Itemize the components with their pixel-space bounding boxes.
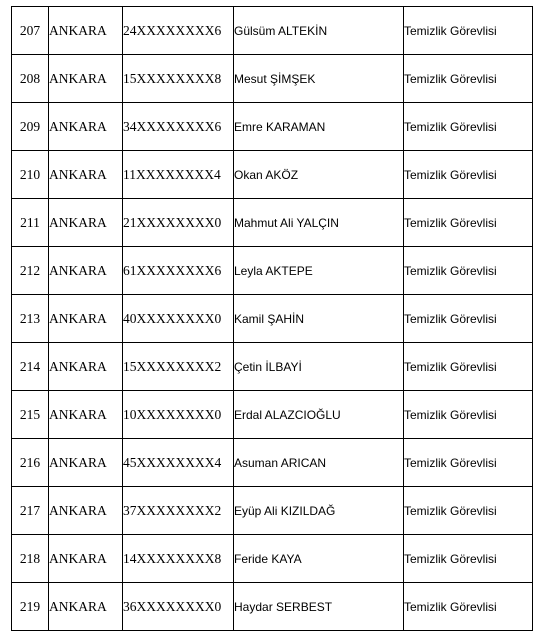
table-row xyxy=(12,7,533,55)
id-number-cell: 11XXXXXXXX4 xyxy=(123,151,234,199)
table-row xyxy=(12,391,533,439)
id-number-cell: 61XXXXXXXX6 xyxy=(123,247,234,295)
personnel-table-body xyxy=(12,7,533,631)
city-cell: ANKARA xyxy=(49,103,123,151)
table-row xyxy=(12,151,533,199)
id-number-cell: 40XXXXXXXX0 xyxy=(123,295,234,343)
row-number-cell: 207 xyxy=(12,7,49,55)
table-row xyxy=(12,535,533,583)
table-row xyxy=(12,583,533,631)
row-number-cell: 219 xyxy=(12,583,49,631)
table-row xyxy=(12,343,533,391)
id-number-cell: 15XXXXXXXX8 xyxy=(123,55,234,103)
city-cell: ANKARA xyxy=(49,7,123,55)
table-row xyxy=(12,55,533,103)
row-number-cell: 208 xyxy=(12,55,49,103)
personnel-table xyxy=(11,6,533,631)
city-cell: ANKARA xyxy=(49,151,123,199)
full-name-cell: Okan AKÖZ xyxy=(234,151,404,199)
full-name-cell: Erdal ALAZCIOĞLU xyxy=(234,391,404,439)
full-name-cell: Mahmut Ali YALÇIN xyxy=(234,199,404,247)
city-cell: ANKARA xyxy=(49,199,123,247)
row-number-cell: 217 xyxy=(12,487,49,535)
city-cell: ANKARA xyxy=(49,295,123,343)
full-name-cell: Haydar SERBEST xyxy=(234,583,404,631)
id-number-cell: 36XXXXXXXX0 xyxy=(123,583,234,631)
position-cell: Temizlik Görevlisi xyxy=(404,439,533,487)
row-number-cell: 215 xyxy=(12,391,49,439)
full-name-cell: Mesut ŞİMŞEK xyxy=(234,55,404,103)
id-number-cell: 45XXXXXXXX4 xyxy=(123,439,234,487)
full-name-cell: Çetin İLBAYİ xyxy=(234,343,404,391)
id-number-cell: 14XXXXXXXX8 xyxy=(123,535,234,583)
position-cell: Temizlik Görevlisi xyxy=(404,199,533,247)
full-name-cell: Feride KAYA xyxy=(234,535,404,583)
position-cell: Temizlik Görevlisi xyxy=(404,295,533,343)
city-cell: ANKARA xyxy=(49,391,123,439)
full-name-cell: Gülsüm ALTEKİN xyxy=(234,7,404,55)
table-row xyxy=(12,247,533,295)
row-number-cell: 218 xyxy=(12,535,49,583)
position-cell: Temizlik Görevlisi xyxy=(404,103,533,151)
table-row xyxy=(12,103,533,151)
table-row xyxy=(12,487,533,535)
position-cell: Temizlik Görevlisi xyxy=(404,7,533,55)
table-row xyxy=(12,295,533,343)
position-cell: Temizlik Görevlisi xyxy=(404,391,533,439)
full-name-cell: Emre KARAMAN xyxy=(234,103,404,151)
position-cell: Temizlik Görevlisi xyxy=(404,55,533,103)
id-number-cell: 24XXXXXXXX6 xyxy=(123,7,234,55)
city-cell: ANKARA xyxy=(49,55,123,103)
full-name-cell: Leyla AKTEPE xyxy=(234,247,404,295)
row-number-cell: 216 xyxy=(12,439,49,487)
city-cell: ANKARA xyxy=(49,247,123,295)
city-cell: ANKARA xyxy=(49,343,123,391)
full-name-cell: Kamil ŞAHİN xyxy=(234,295,404,343)
position-cell: Temizlik Görevlisi xyxy=(404,151,533,199)
position-cell: Temizlik Görevlisi xyxy=(404,487,533,535)
city-cell: ANKARA xyxy=(49,583,123,631)
position-cell: Temizlik Görevlisi xyxy=(404,535,533,583)
city-cell: ANKARA xyxy=(49,487,123,535)
id-number-cell: 15XXXXXXXX2 xyxy=(123,343,234,391)
row-number-cell: 213 xyxy=(12,295,49,343)
id-number-cell: 21XXXXXXXX0 xyxy=(123,199,234,247)
position-cell: Temizlik Görevlisi xyxy=(404,343,533,391)
id-number-cell: 37XXXXXXXX2 xyxy=(123,487,234,535)
city-cell: ANKARA xyxy=(49,439,123,487)
table-row xyxy=(12,199,533,247)
table-row xyxy=(12,439,533,487)
position-cell: Temizlik Görevlisi xyxy=(404,583,533,631)
row-number-cell: 212 xyxy=(12,247,49,295)
row-number-cell: 211 xyxy=(12,199,49,247)
full-name-cell: Asuman ARICAN xyxy=(234,439,404,487)
row-number-cell: 214 xyxy=(12,343,49,391)
position-cell: Temizlik Görevlisi xyxy=(404,247,533,295)
full-name-cell: Eyüp Ali KIZILDAĞ xyxy=(234,487,404,535)
personnel-list-page xyxy=(11,6,532,631)
row-number-cell: 210 xyxy=(12,151,49,199)
row-number-cell: 209 xyxy=(12,103,49,151)
city-cell: ANKARA xyxy=(49,535,123,583)
id-number-cell: 10XXXXXXXX0 xyxy=(123,391,234,439)
id-number-cell: 34XXXXXXXX6 xyxy=(123,103,234,151)
